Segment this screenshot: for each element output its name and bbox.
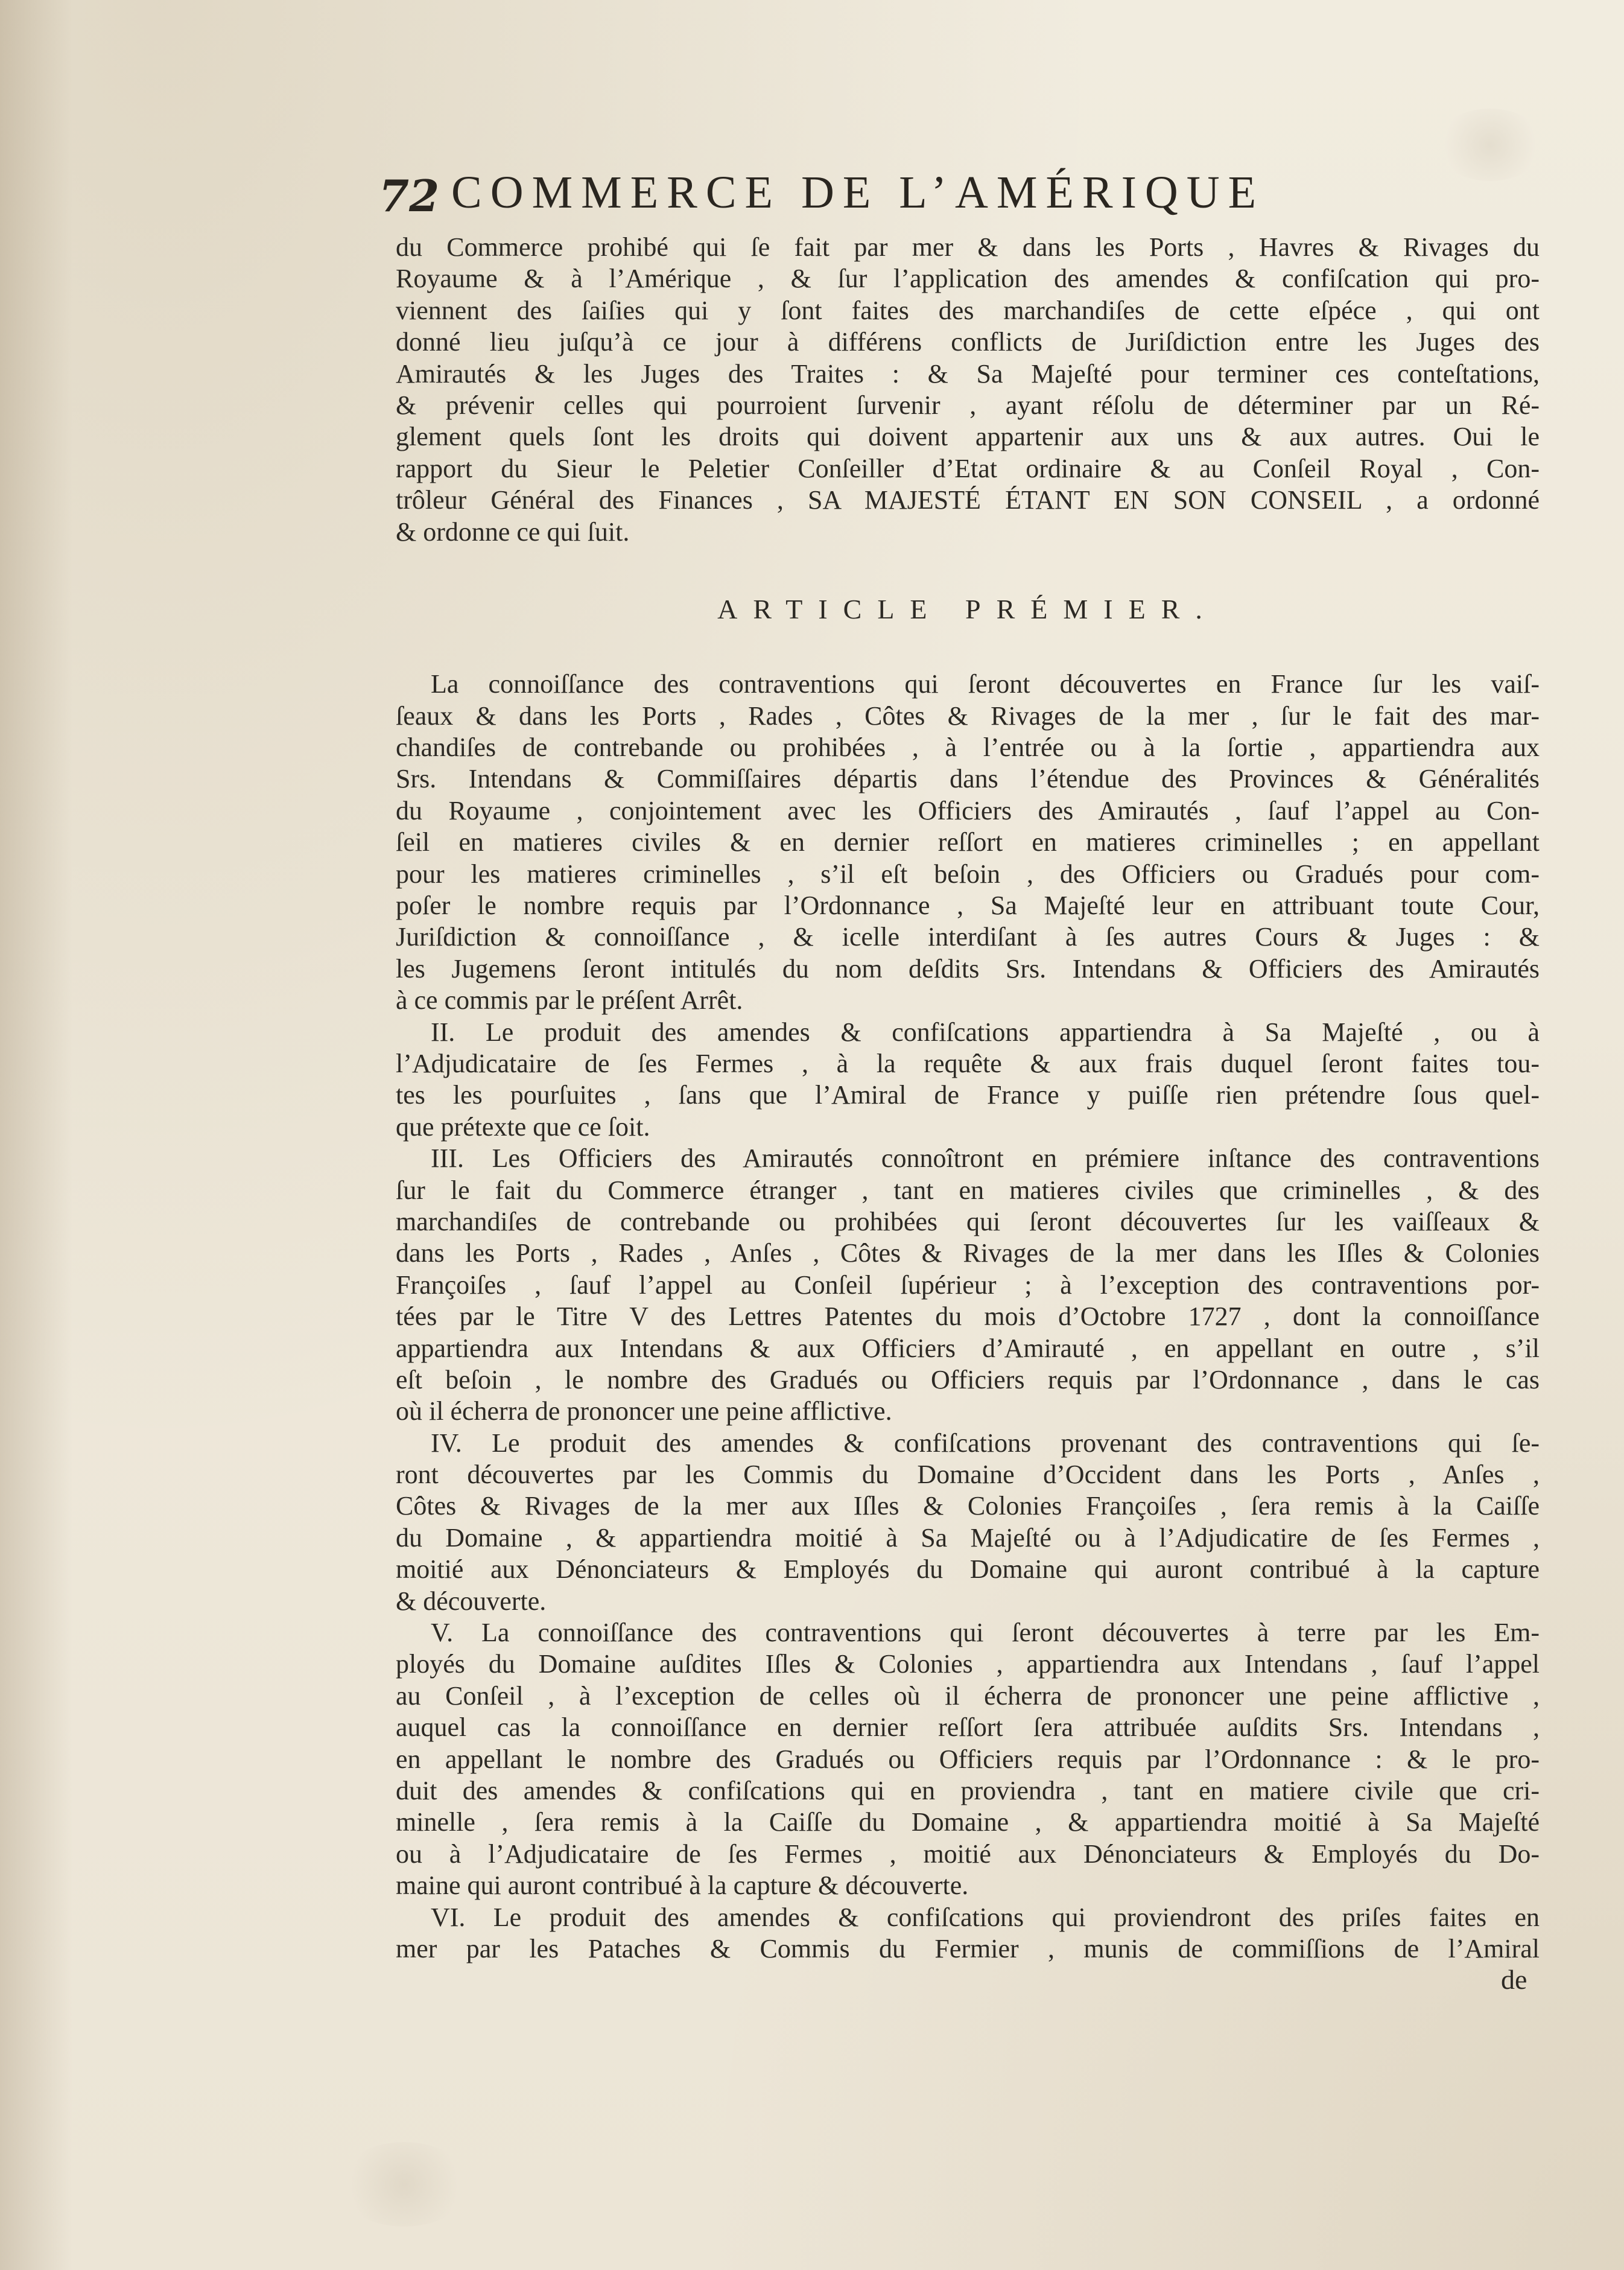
text-line: mer par les Pataches & Commis du Fermier , munis de commiſſions de l’Amiral — [396, 1933, 1540, 1963]
text-line: Juriſdiction & connoiſſance , & icelle interdiſant à ſes autres Cours & Juges : & — [396, 922, 1540, 952]
text-line: ou à l’Adjudicataire de ſes Fermes , moitié aux Dénonciateurs & Employés du Do- — [396, 1839, 1540, 1869]
paper-stain — [1436, 109, 1544, 181]
text-line: Royaume & à l’Amérique , & ſur l’application des amendes & confiſcation qui pro- — [396, 264, 1540, 294]
text-line: du Commerce prohibé qui ſe fait par mer & dans les Ports , Havres & Rivages du — [396, 232, 1540, 262]
preamble — [396, 232, 1540, 548]
text-line: ſeil en matieres civiles & en dernier reſſort en matieres criminelles ; en appellant — [396, 827, 1540, 857]
text-line: tées par le Titre V des Lettres Patentes du mois d’Octobre 1727 , dont la connoiſſance — [396, 1302, 1540, 1332]
text-line: en appellant le nombre des Gradués ou Officiers requis par l’Ordonnance : & le pro- — [396, 1744, 1540, 1774]
text-line: ployés du Domaine auſdites Iſles & Colonies , appartiendra aux Intendans , ſauf l’appel — [396, 1649, 1540, 1679]
text-line: tes les pourſuites , ſans que l’Amiral de France y puiſſe rien prétendre ſous quel- — [396, 1080, 1540, 1110]
text-line: Côtes & Rivages de la mer aux Iſles & Colonies Françoiſes , ſera remis à la Caiſſe — [396, 1491, 1540, 1521]
text-line: rapport du Sieur le Peletier Conſeiller d’Etat ordinaire & au Conſeil Royal , Con- — [396, 453, 1540, 483]
text-line: & ordonne ce qui ſuit. — [396, 517, 630, 547]
text-line: au Conſeil , à l’exception de celles où il écherra de prononcer une peine afflictive , — [396, 1680, 1540, 1711]
page-header — [379, 167, 1380, 239]
text-line: appartiendra aux Intendans & aux Officiers d’Amirauté , en appellant en outre , s’il — [396, 1333, 1540, 1363]
text-line: minelle , ſera remis à la Caiſſe du Domaine , & appartiendra moitié à Sa Majeſté — [396, 1807, 1540, 1837]
text-line: La connoiſſance des contraventions qui ſeront découvertes en France ſur les vaiſ- — [431, 669, 1540, 699]
article-3 — [396, 1143, 1540, 1428]
text-line: dans les Ports , Rades , Anſes , Côtes & Rivages de la mer dans les Iſles & Colonies — [396, 1238, 1540, 1268]
text-line: que prétexte que ce ſoit. — [396, 1111, 650, 1142]
text-line: ront découvertes par les Commis du Domaine d’Occident dans les Ports , Anſes , — [396, 1460, 1540, 1490]
text-line: à ce commis par le préſent Arrêt. — [396, 985, 743, 1016]
text-line: trôleur Général des Finances , SA MAJESTÉ ÉTANT EN SON CONSEIL , a ordonné — [396, 485, 1540, 515]
text-line: Srs. Intendans & Commiſſaires départis dans l’étendue des Provinces & Généralités — [396, 764, 1540, 794]
text-line: ſeaux & dans les Ports , Rades , Côtes & Rivages de la mer , ſur le fait des mar- — [396, 701, 1540, 731]
page-number: 72 — [379, 170, 440, 221]
text-line: V. La connoiſſance des contraventions qui ſeront découvertes à terre par les Em- — [431, 1618, 1540, 1648]
article-6 — [396, 1902, 1540, 1965]
text-line: moitié aux Dénonciateurs & Employés du Domaine qui auront contribué à la capture — [396, 1554, 1540, 1585]
text-line: l’Adjudicataire de ſes Fermes , à la requête & aux frais duquel ſeront faites tou- — [396, 1048, 1540, 1078]
text-line: & prévenir celles qui pourroient ſurvenir , ayant réſolu de déterminer par un Ré- — [396, 390, 1540, 420]
text-line: III. Les Officiers des Amirautés connoîtront en prémiere inſtance des contraventions — [431, 1143, 1540, 1174]
text-line: glement quels ſont les droits qui doivent appartenir aux uns & aux autres. Oui le — [396, 422, 1540, 452]
text-line: II. Le produit des amendes & confiſcations appartiendra à Sa Majeſté , ou à — [431, 1017, 1540, 1047]
text-line: Françoiſes , ſauf l’appel au Conſeil ſupérieur ; à l’exception des contraventions por- — [396, 1270, 1540, 1300]
article-4 — [396, 1428, 1540, 1617]
paper-stain — [338, 2142, 471, 2227]
text-line: duit des amendes & confiſcations qui en proviendra , tant en matiere civile que cri- — [396, 1775, 1540, 1805]
text-line: auquel cas la connoiſſance en dernier reſſort ſera attribuée auſdits Srs. Intendans , — [396, 1712, 1540, 1743]
text-line: où il écherra de prononcer une peine afflictive. — [396, 1396, 892, 1426]
body-text — [396, 232, 1540, 1965]
text-line: pour les matieres criminelles , s’il eſt beſoin , des Officiers ou Gradués pour com- — [396, 859, 1540, 889]
text-line: & découverte. — [396, 1586, 547, 1616]
text-line: les Jugemens ſeront intitulés du nom deſdits Srs. Intendans & Officiers des Amirautés — [396, 953, 1540, 984]
article-2 — [396, 1017, 1540, 1143]
text-line: donné lieu juſqu’à ce jour à différens conflicts de Juriſdiction entre les Juges des — [396, 327, 1540, 357]
page-spine-shadow — [0, 0, 72, 2270]
text-line: du Domaine , & appartiendra moitié à Sa Majeſté ou à l’Adjudicatire de ſes Fermes , — [396, 1522, 1540, 1553]
text-line: Amirautés & les Juges des Traites : & Sa Majeſté pour terminer ces conteſtations, — [396, 358, 1540, 389]
text-line: du Royaume , conjointement avec les Officiers des Amirautés , ſauf l’appel au Con- — [396, 795, 1540, 825]
text-line: eſt beſoin , le nombre des Gradués ou Officiers requis par l’Ordonnance , dans le cas — [396, 1364, 1540, 1394]
text-line: ſur le fait du Commerce étranger , tant en matieres civiles que criminelles , & des — [396, 1175, 1540, 1205]
article-5 — [396, 1617, 1540, 1902]
text-line: viennent des ſaiſies qui y ſont faites des marchandiſes de cette eſpéce , qui ont — [396, 295, 1540, 325]
text-line: VI. Le produit des amendes & confiſcations qui proviendront des priſes faites en — [431, 1902, 1540, 1932]
text-line: poſer le nombre requis par l’Ordonnance , Sa Majeſté leur en attribuant toute Cour, — [396, 891, 1540, 921]
text-line: marchandiſes de contrebande ou prohibées qui ſeront découvertes ſur les vaiſſeaux & — [396, 1206, 1540, 1236]
article-heading: ARTICLE PRÉMIER. — [717, 593, 1218, 625]
catchword: de — [1501, 1964, 1527, 1995]
text-line: maine qui auront contribué à la capture & découverte. — [396, 1871, 969, 1901]
text-line: chandiſes de contrebande ou prohibées , à l’entrée ou à la ſortie , appartiendra aux — [396, 733, 1540, 763]
text-line: IV. Le produit des amendes & confiſcations provenant des contraventions qui ſe- — [431, 1428, 1540, 1458]
running-title: COMMERCE DE L’AMÉRIQUE — [451, 167, 1265, 218]
article-1 — [396, 669, 1540, 1016]
